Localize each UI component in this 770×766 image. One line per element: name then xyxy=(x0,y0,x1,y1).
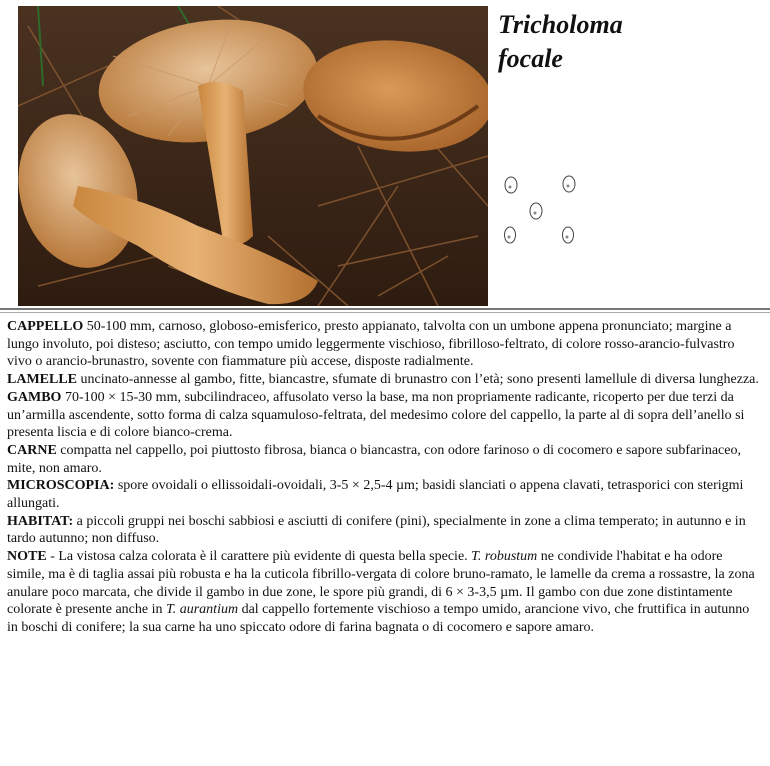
genus-name: Tricholoma xyxy=(498,10,623,39)
spore-icon xyxy=(563,227,574,243)
section-carne: CARNE compatta nel cappello, poi piuttosto fibrosa, bianca o biancastra, con odore farinoso o di cocomero e sapore subfarinaceo, mite, non amaro. xyxy=(7,442,741,476)
section-microscopia: MICROSCOPIA: spore ovoidali o ellissoidali-ovoidali, 3-5 × 2,5-4 µm; basidi slanciati o appena clavati, tetrasporici con sterigmi allungati. xyxy=(7,478,744,512)
spore-icon xyxy=(563,176,575,192)
spore-icon xyxy=(505,227,516,243)
description-text xyxy=(7,318,759,637)
species-title xyxy=(498,8,623,76)
spore-drawing xyxy=(500,170,590,250)
divider-line xyxy=(0,312,770,313)
mushroom-photo xyxy=(18,6,488,306)
section-cappello: CAPPELLO 50-100 mm, carnoso, globoso-emisferico, presto appianato, talvolta con un umbone appena pronunciato; margine a lungo involuto, poi disteso; asciutto, con tempo umido leggermente vischioso, fibrilloso-feltrato, di colore rosso-arancio-fulvastro vivo o arancio-brunastro, sovente con fiammature più accese, disposte radialmente. xyxy=(7,319,735,370)
spore-icon xyxy=(530,203,542,219)
mushroom-illustration xyxy=(18,6,488,306)
section-note: NOTE - La vistosa calza colorata è il carattere più evidente di questa bella specie. T. robustum ne condivide l'habitat e ha odore simile, ma è di taglia assai più robusta e ha la cuticola fibrillo-vergata di colore bruno-ramato, le lamelle da crema a rossastre, la zona anulare poco marcata, che divide il gambo in due zone, le spore più grandi, di 6 × 3-3,5 µm. Il gambo con due zone distintamente colorate è presente anche in T. aurantium dal cappello fortemente vischioso a tempo umido, arancione vivo, che fruttifica in autunno in boschi di conifere; la sua carne ha uno spiccato odore di farina bagnata o di cocomero e sapore amaro. xyxy=(7,549,755,635)
section-habitat: HABITAT: a piccoli gruppi nei boschi sabbiosi e asciutti di conifere (pini), specialmente in zone a clima temperato; in autunno e in tardo autunno; non diffuso. xyxy=(7,513,746,547)
spore-icon xyxy=(505,177,517,193)
divider-line xyxy=(0,308,770,310)
section-gambo: GAMBO 70-100 × 15-30 mm, subcilindraceo, affusolato verso la base, ma non propriamente radicante, ricoperto per due terzi da un’armilla ascendente, sotto forma di calza squamuloso-feltrata, del medesimo colore del cappello, la parte al di sopra dell’anello si presenta liscia e di colore bianco-crema. xyxy=(7,389,745,441)
species-name: focale xyxy=(498,44,563,73)
section-lamelle: LAMELLE uncinato-annesse al gambo, fitte, biancastre, sfumate di brunastro con l’età; sono presenti lamellule di diversa lunghezza. xyxy=(7,372,759,388)
